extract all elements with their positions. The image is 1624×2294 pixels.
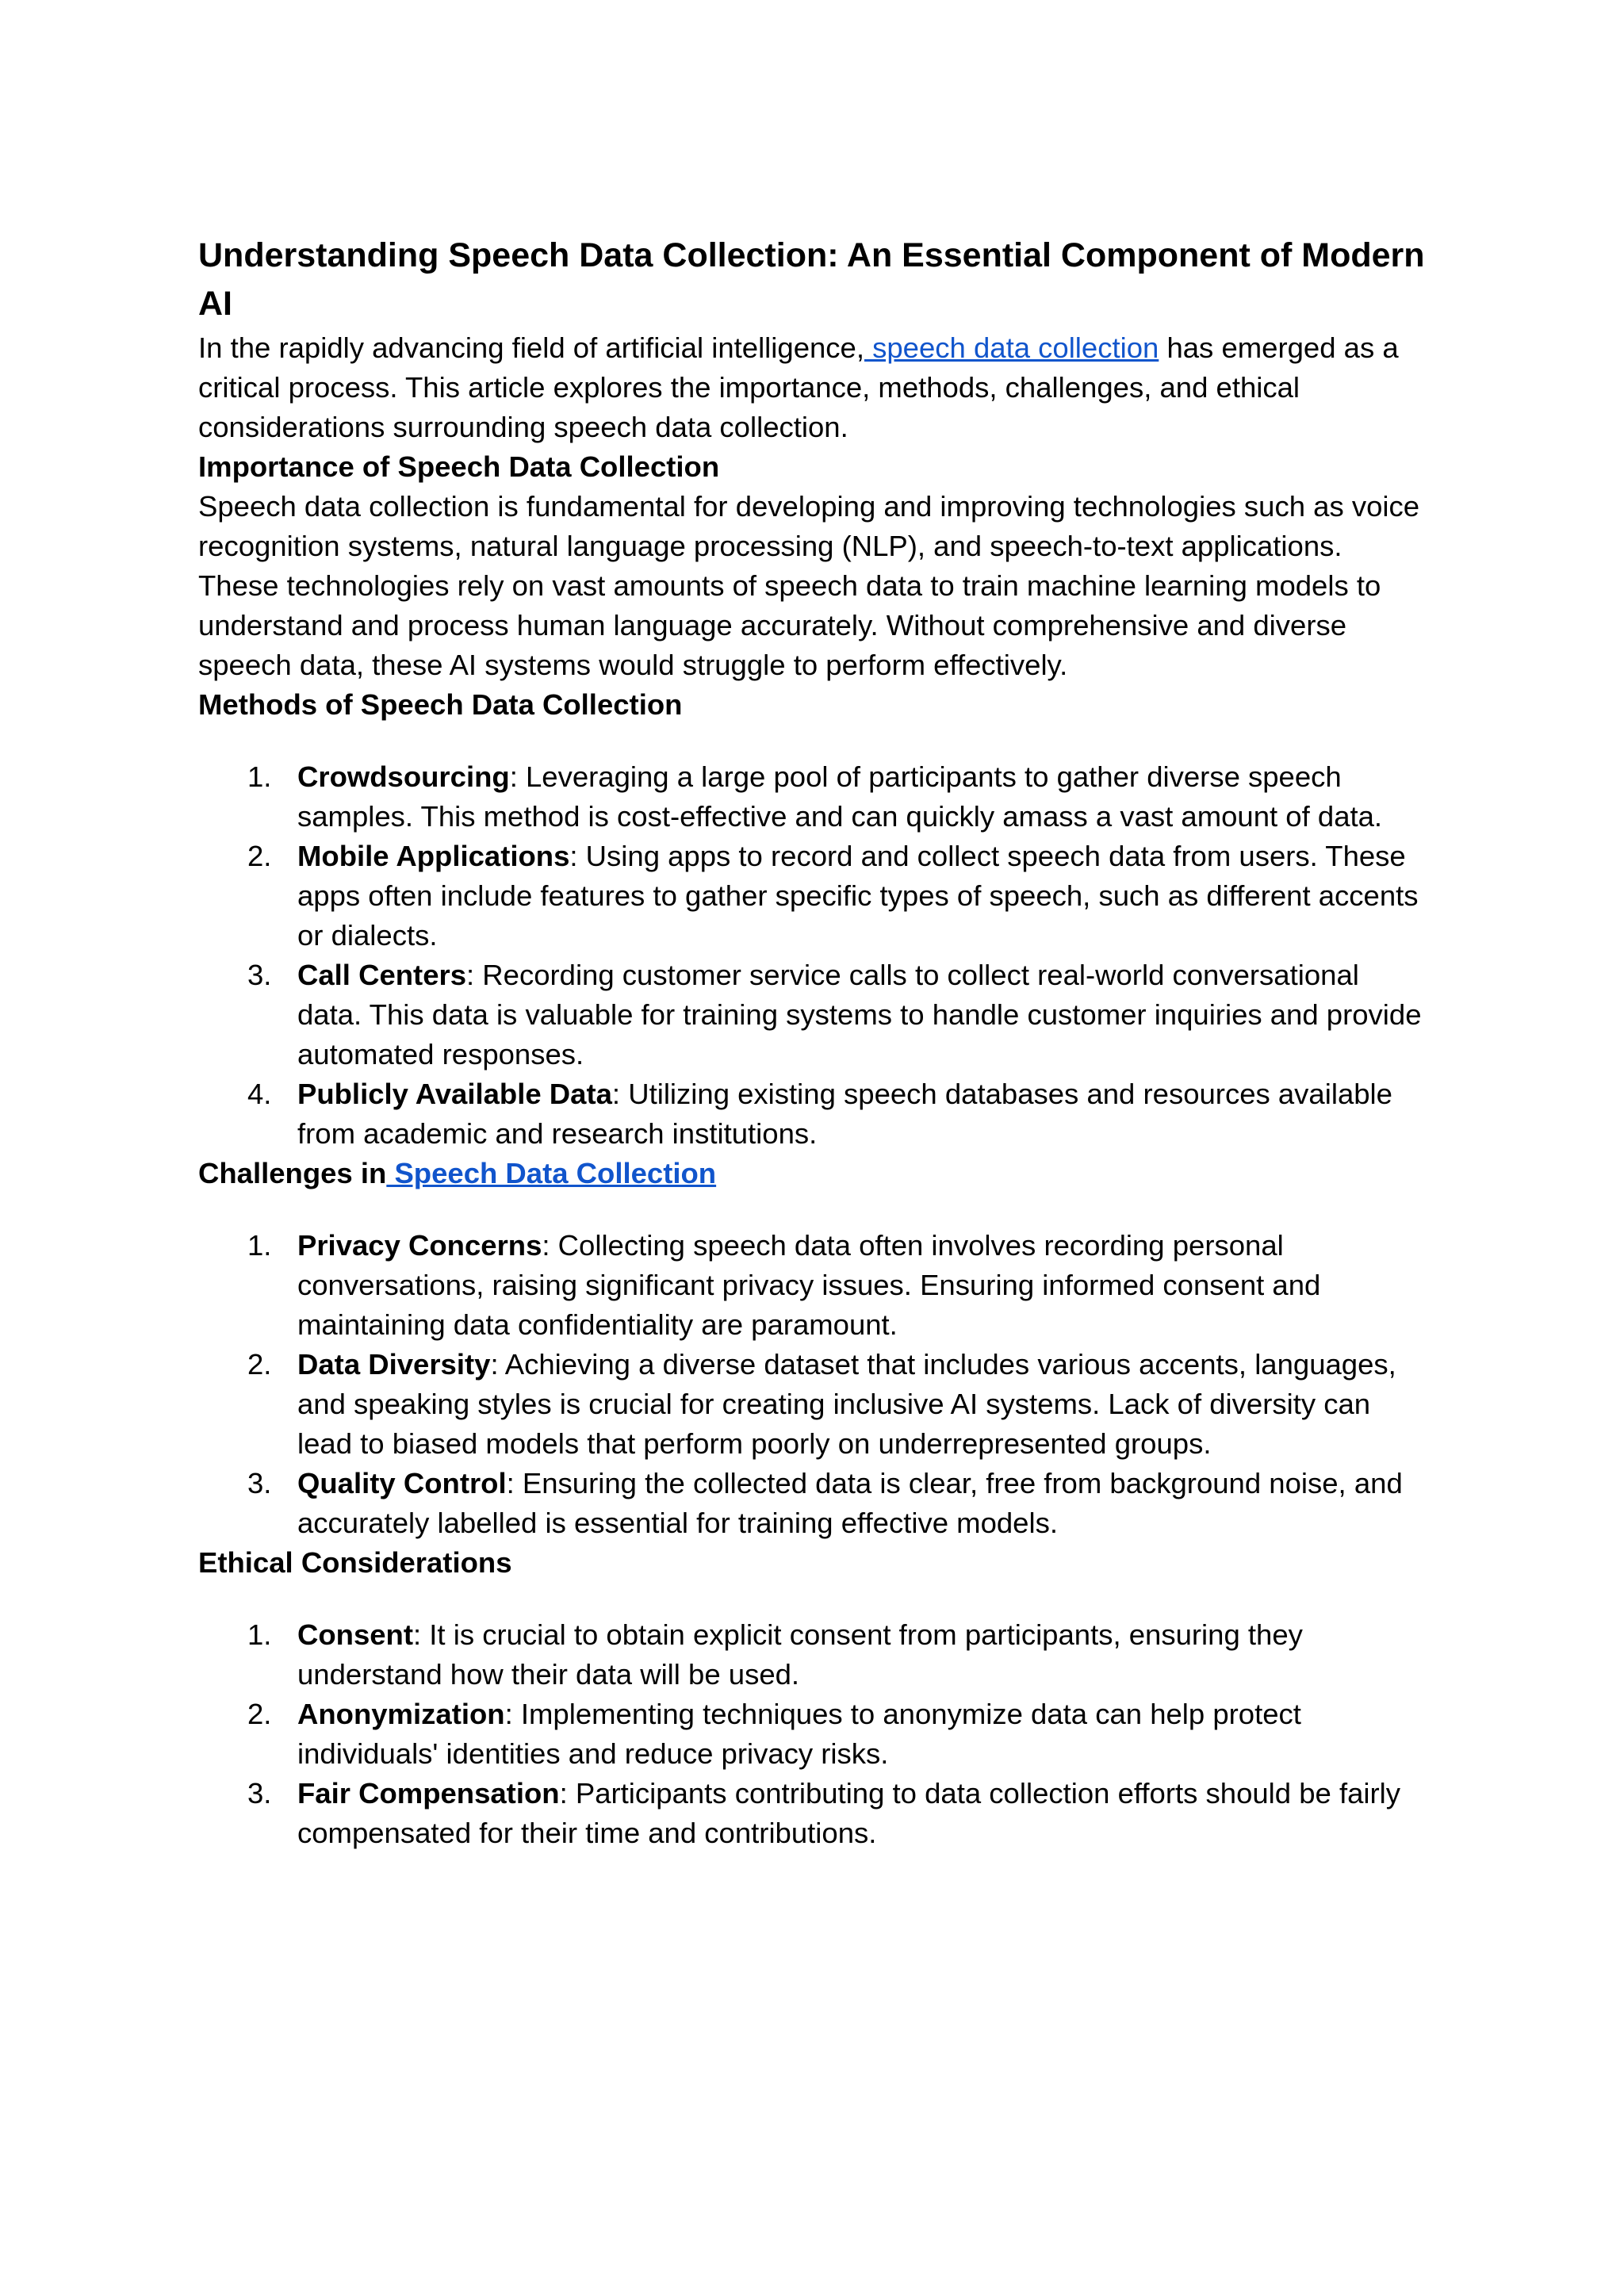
challenges-heading: [198, 1154, 1426, 1193]
list-text: : It is crucial to obtain explicit consent from participants, ensuring they understand how their data will be used.: [297, 1618, 1303, 1691]
list-item: [198, 1345, 1426, 1464]
ethics-heading: Ethical Considerations: [198, 1546, 512, 1579]
list-item: [198, 757, 1426, 837]
challenges-heading-prefix: Challenges in: [198, 1157, 387, 1189]
list-term: Mobile Applications: [297, 840, 570, 872]
list-text: : Achieving a diverse dataset that includes various accents, languages, and speaking styles is crucial for creating inclusive AI systems. Lack of diversity can lead to biased models that perform poorly on underrepresented groups.: [297, 1348, 1396, 1460]
list-term: Crowdsourcing: [297, 760, 510, 793]
list-number: 3.: [247, 1777, 272, 1810]
list-item: [198, 1074, 1426, 1154]
list-number: 3.: [247, 1467, 272, 1499]
methods-heading: Methods of Speech Data Collection: [198, 688, 683, 721]
list-number: 2.: [247, 1698, 272, 1730]
ethics-list: [198, 1615, 1426, 1853]
list-text: : Utilizing existing speech databases and resources available from academic and research institutions.: [297, 1078, 1392, 1150]
speech-data-collection-heading-link[interactable]: Speech Data Collection: [386, 1157, 717, 1189]
list-text: : Recording customer service calls to collect real-world conversational data. This data is valuable for training systems to handle customer inquiries and provide automated responses.: [297, 959, 1422, 1070]
list-number: 4.: [247, 1078, 272, 1110]
list-term: Quality Control: [297, 1467, 507, 1499]
list-text: : Implementing techniques to anonymize data can help protect individuals' identities and reduce privacy risks.: [297, 1698, 1301, 1770]
list-term: Anonymization: [297, 1698, 505, 1730]
list-text: : Ensuring the collected data is clear, free from background noise, and accurately labelled is essential for training effective models.: [297, 1467, 1403, 1539]
list-number: 3.: [247, 959, 272, 991]
list-term: Call Centers: [297, 959, 466, 991]
list-term: Consent: [297, 1618, 413, 1651]
list-text: : Participants contributing to data collection efforts should be fairly compensated for their time and contributions.: [297, 1777, 1401, 1849]
speech-data-collection-link[interactable]: speech data collection: [864, 331, 1159, 364]
intro-text-before: In the rapidly advancing field of artificial intelligence,: [198, 331, 864, 364]
intro-text-after: has emerged as a critical process. This article explores the importance, methods, challenges, and ethical considerations surrounding speech data collection.: [198, 331, 1399, 443]
list-term: Data Diversity: [297, 1348, 491, 1381]
list-term: Fair Compensation: [297, 1777, 560, 1810]
importance-paragraph: Speech data collection is fundamental for developing and improving technologies such as voice recognition systems, natural language processing (NLP), and speech-to-text applications. These technologies rely on vast amounts of speech data to train machine learning models to understand and process human language accurately. Without comprehensive and diverse speech data, these AI systems would struggle to perform effectively.: [198, 490, 1420, 681]
list-item: [198, 1226, 1426, 1345]
list-number: 1.: [247, 1229, 272, 1262]
list-text: : Leveraging a large pool of participants to gather diverse speech samples. This method is cost-effective and can quickly amass a vast amount of data.: [297, 760, 1383, 833]
list-item: [198, 1464, 1426, 1543]
intro-paragraph: [198, 328, 1426, 447]
list-item: [198, 1695, 1426, 1774]
list-text: : Using apps to record and collect speech data from users. These apps often include features to gather specific types of speech, such as different accents or dialects.: [297, 840, 1419, 952]
methods-list: [198, 757, 1426, 1154]
importance-heading: Importance of Speech Data Collection: [198, 450, 720, 483]
list-number: 2.: [247, 840, 272, 872]
list-item: [198, 1774, 1426, 1853]
list-number: 1.: [247, 760, 272, 793]
list-item: [198, 837, 1426, 956]
list-term: Publicly Available Data: [297, 1078, 612, 1110]
list-item: [198, 1615, 1426, 1695]
challenges-list: [198, 1226, 1426, 1543]
list-number: 2.: [247, 1348, 272, 1381]
list-term: Privacy Concerns: [297, 1229, 542, 1262]
list-text: : Collecting speech data often involves recording personal conversations, raising significant privacy issues. Ensuring informed consent and maintaining data confidentiality are paramount.: [297, 1229, 1321, 1341]
list-item: [198, 956, 1426, 1074]
list-number: 1.: [247, 1618, 272, 1651]
document-title: Understanding Speech Data Collection: An Essential Component of Modern AI: [198, 236, 1425, 323]
